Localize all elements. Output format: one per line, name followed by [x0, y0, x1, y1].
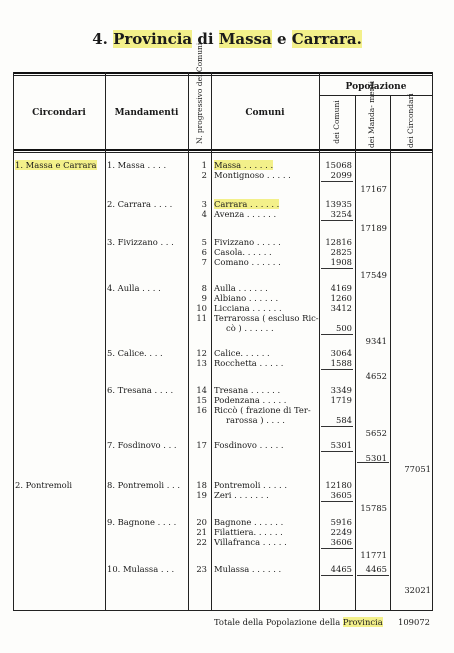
comune-n: 18: [196, 480, 207, 490]
footer-label: [214, 617, 383, 627]
comune-pop: 3606: [330, 537, 352, 547]
comune-name: Rocchetta . . . . .: [214, 358, 284, 368]
title-word-provincia: Provincia: [113, 30, 193, 48]
population-table: [13, 42, 433, 628]
comune-name: Massa . . . . . .: [214, 160, 274, 170]
comune-name: Tresana . . . . . .: [214, 385, 281, 395]
circondario-1: 1. Massa e Carrara: [15, 160, 97, 170]
comune-pop: 2099: [330, 170, 352, 180]
comune-n: 11: [196, 313, 207, 323]
comune-name: Licciana . . . . . .: [214, 303, 282, 313]
mandamento-total: 11771: [360, 550, 387, 560]
comune-pop: 3349: [330, 385, 352, 395]
comune-n: 16: [196, 405, 207, 415]
comune-name: Pontremoli . . . . .: [214, 480, 288, 490]
comune-n: 15: [196, 395, 207, 405]
comune-name: Aulla . . . . . .: [214, 283, 268, 293]
comune-n: 9: [201, 293, 207, 303]
comune-name: Mulassa . . . . . .: [214, 564, 282, 574]
mandamento-6: 6. Tresana . . . .: [107, 385, 174, 395]
title-word-e: e: [276, 30, 287, 48]
title-word-carrara: Carrara.: [291, 30, 362, 48]
header-pop-comuni: dei Comuni: [332, 100, 341, 144]
comune-name: Calice. . . . . .: [214, 348, 270, 358]
comune-name: Comano . . . . . .: [214, 257, 281, 267]
table-bottom-rule: [13, 610, 433, 611]
comune-n: 12: [196, 348, 207, 358]
comune-name: Filattiera. . . . . .: [214, 527, 283, 537]
comune-n: 8: [201, 283, 207, 293]
comune-n: 10: [196, 303, 207, 313]
comune-name: Bagnone . . . . . .: [214, 517, 284, 527]
header-pop-mandamenti: dei Manda- menti: [367, 81, 376, 148]
comune-name: cò ) . . . . . .: [226, 323, 274, 333]
comune-name: Casola. . . . . .: [214, 247, 272, 257]
mandamento-1: 1. Massa . . . .: [107, 160, 167, 170]
subtotal-rule: [357, 575, 389, 576]
col-rule-progressivo: [211, 72, 212, 611]
comune-pop: 3064: [330, 348, 352, 358]
mandamento-total: 17189: [360, 223, 387, 233]
mandamento-10: 10. Mulassa . . .: [107, 564, 175, 574]
table-top-rule-inner: [13, 75, 433, 76]
comune-pop: 584: [336, 415, 352, 425]
circondario-total: 77051: [404, 464, 431, 474]
title-word-di: di: [197, 30, 214, 48]
mandamento-8: 8. Pontremoli . . .: [107, 480, 181, 490]
comune-name: Albiano . . . . . .: [214, 293, 279, 303]
circondario-2: 2. Pontremoli: [15, 480, 73, 490]
subtotal-rule: [321, 501, 353, 502]
footer-provincia: Provincia: [342, 617, 383, 627]
comune-name: Fosdinovo . . . . .: [214, 440, 284, 450]
mandamento-5: 5. Calice. . . .: [107, 348, 163, 358]
title-number: 4.: [92, 30, 108, 48]
comune-pop: 3412: [330, 303, 352, 313]
comune-n: 1: [201, 160, 207, 170]
col-rule-right: [432, 72, 433, 611]
comune-name: Avenza . . . . . .: [214, 209, 277, 219]
comune-name: Riccò ( frazione di Ter-: [214, 405, 311, 415]
comune-pop: 12180: [325, 480, 352, 490]
subtotal-rule: [321, 451, 353, 452]
comune-name: Montignoso . . . . .: [214, 170, 291, 180]
comune-pop: 15068: [325, 160, 352, 170]
page-title: [0, 30, 454, 48]
comune-n: 3: [201, 199, 207, 209]
comune-n: 23: [196, 564, 207, 574]
subtotal-rule: [321, 220, 353, 221]
comune-n: 14: [196, 385, 207, 395]
comune-pop: 1908: [330, 257, 352, 267]
comune-pop: 4169: [330, 283, 352, 293]
comune-pop: 1719: [330, 395, 352, 405]
subtotal-rule: [321, 426, 353, 427]
mandamento-2: 2. Carrara . . . .: [107, 199, 173, 209]
mandamento-total: 17549: [360, 270, 387, 280]
footer-total: 109072: [398, 617, 430, 627]
header-pop-circondari: dei Circondari: [406, 93, 415, 148]
comune-n: 4: [201, 209, 207, 219]
comune-n: 17: [196, 440, 207, 450]
comune-pop: 500: [336, 323, 352, 333]
comune-n: 19: [196, 490, 207, 500]
comune-n: 21: [196, 527, 207, 537]
header-circondari: Circondari: [32, 108, 86, 118]
comune-name: Villafranca . . . . .: [214, 537, 287, 547]
comune-pop: 13935: [325, 199, 352, 209]
header-popolazione: Popolazione: [345, 82, 407, 92]
comune-n: 20: [196, 517, 207, 527]
col-rule-left: [13, 72, 14, 611]
comune-name: Podenzana . . . . .: [214, 395, 287, 405]
comune-pop: 3254: [330, 209, 352, 219]
header-progressivo: N. progressivo dei Comuni: [195, 42, 204, 144]
header-bottom-rule: [13, 149, 433, 151]
subtotal-rule: [321, 369, 353, 370]
table-top-rule: [13, 72, 433, 74]
col-rule-circondari: [105, 72, 106, 611]
comune-name: Carrara . . . . . .: [214, 199, 280, 209]
subtotal-rule: [321, 181, 353, 182]
comune-pop: 2249: [330, 527, 352, 537]
comune-n: 22: [196, 537, 207, 547]
comune-n: 2: [201, 170, 207, 180]
subtotal-rule: [321, 334, 353, 335]
mandamento-total: 17167: [360, 184, 387, 194]
mandamento-total: 4465: [365, 564, 387, 574]
comune-pop: 3605: [330, 490, 352, 500]
comune-name: Zeri . . . . . . .: [214, 490, 269, 500]
comune-pop: 5916: [330, 517, 352, 527]
mandamento-7: 7. Fosdinovo . . .: [107, 440, 177, 450]
comune-name: Terrarossa ( escluso Ric-: [214, 313, 319, 323]
comune-pop: 2825: [330, 247, 352, 257]
mandamento-total: 5652: [365, 428, 387, 438]
header-bottom-rule-inner: [13, 152, 433, 153]
mandamento-3: 3. Fivizzano . . .: [107, 237, 174, 247]
header-comuni: Comuni: [245, 108, 285, 118]
mandamento-total: 15785: [360, 503, 387, 513]
circondario-total: 32021: [404, 585, 431, 595]
footer-text: Totale della Popolazione della: [214, 617, 343, 627]
comune-pop: 1260: [330, 293, 352, 303]
mandamento-4: 4. Aulla . . . .: [107, 283, 161, 293]
comune-pop: 4465: [330, 564, 352, 574]
subtotal-rule: [321, 575, 353, 576]
comune-n: 13: [196, 358, 207, 368]
comune-n: 5: [201, 237, 207, 247]
col-rule-pop-mandamenti: [390, 96, 391, 611]
comune-pop: 12816: [325, 237, 352, 247]
comune-n: 7: [201, 257, 207, 267]
comune-n: 6: [201, 247, 207, 257]
subtotal-rule: [321, 268, 353, 269]
comune-pop: 1588: [330, 358, 352, 368]
mandamento-total: 4652: [365, 371, 387, 381]
mandamento-total: 9341: [365, 336, 387, 346]
comune-name: Fivizzano . . . . .: [214, 237, 281, 247]
mandamento-9: 9. Bagnone . . . .: [107, 517, 177, 527]
subtotal-rule: [321, 548, 353, 549]
comune-name: rarossa ) . . . .: [226, 415, 285, 425]
header-mandamenti: Mandamenti: [114, 108, 179, 118]
comune-pop: 5301: [330, 440, 352, 450]
mandamento-total: 5301: [365, 453, 387, 463]
title-word-massa: Massa: [218, 30, 272, 48]
col-rule-pop-comuni: [355, 96, 356, 611]
